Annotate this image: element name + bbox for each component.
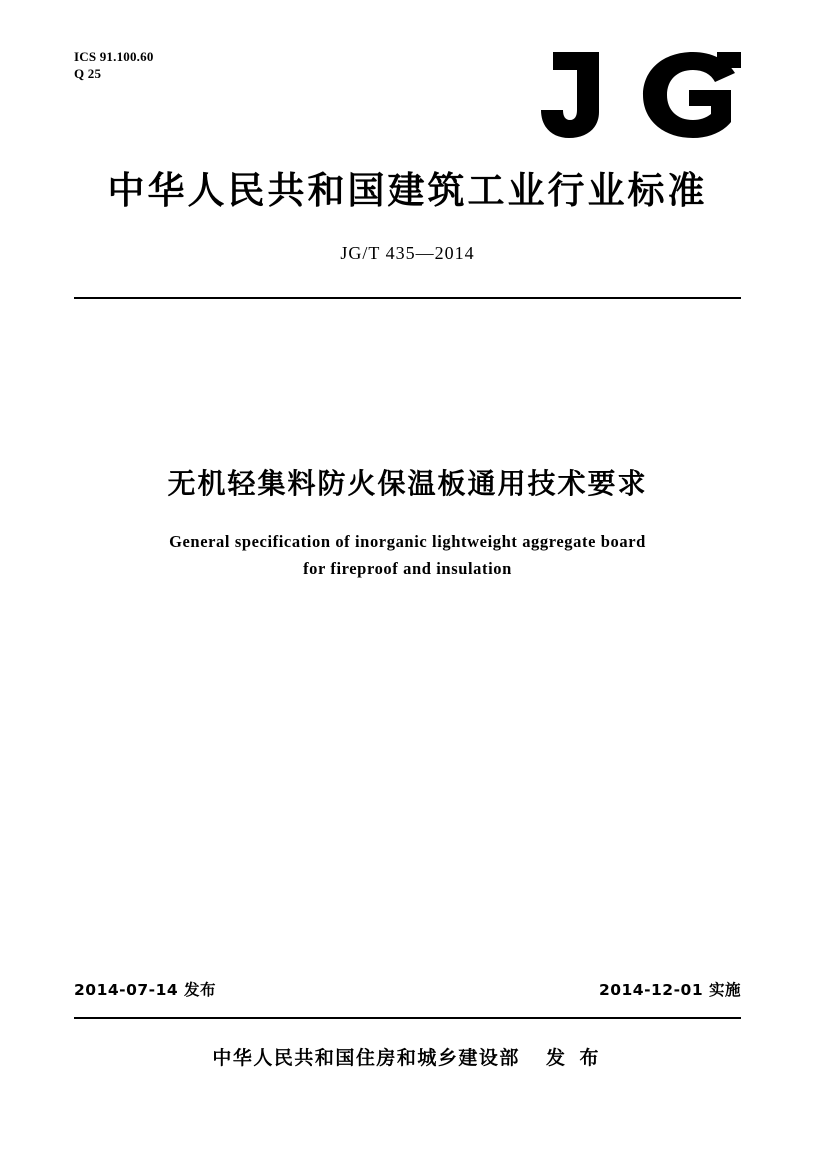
divider-bottom	[74, 1017, 741, 1019]
issuer-suffix: 发 布	[545, 1047, 603, 1069]
title-english-line2: for fireproof and insulation	[303, 559, 512, 578]
title-english	[120, 528, 695, 582]
issue-date: 2014-07-14 发布	[74, 981, 217, 999]
issuer-name: 中华人民共和国住房和城乡建设部	[212, 1047, 520, 1069]
classification-code: Q 25	[74, 66, 102, 81]
jg-logo	[541, 52, 741, 138]
title-chinese: 无机轻集料防火保温板通用技术要求	[167, 467, 648, 500]
divider-top	[74, 297, 741, 299]
implement-date: 2014-12-01 实施	[598, 981, 741, 999]
issuer-line	[0, 1043, 815, 1070]
standard-number: JG/T 435—2014	[340, 243, 475, 263]
title-english-line1: General specification of inorganic lightweight aggregate board	[169, 532, 646, 551]
standard-org-line: 中华人民共和国建筑工业行业标准	[107, 169, 708, 212]
ics-block	[74, 48, 154, 82]
ics-code: ICS 91.100.60	[74, 49, 154, 64]
date-row	[74, 978, 741, 1000]
